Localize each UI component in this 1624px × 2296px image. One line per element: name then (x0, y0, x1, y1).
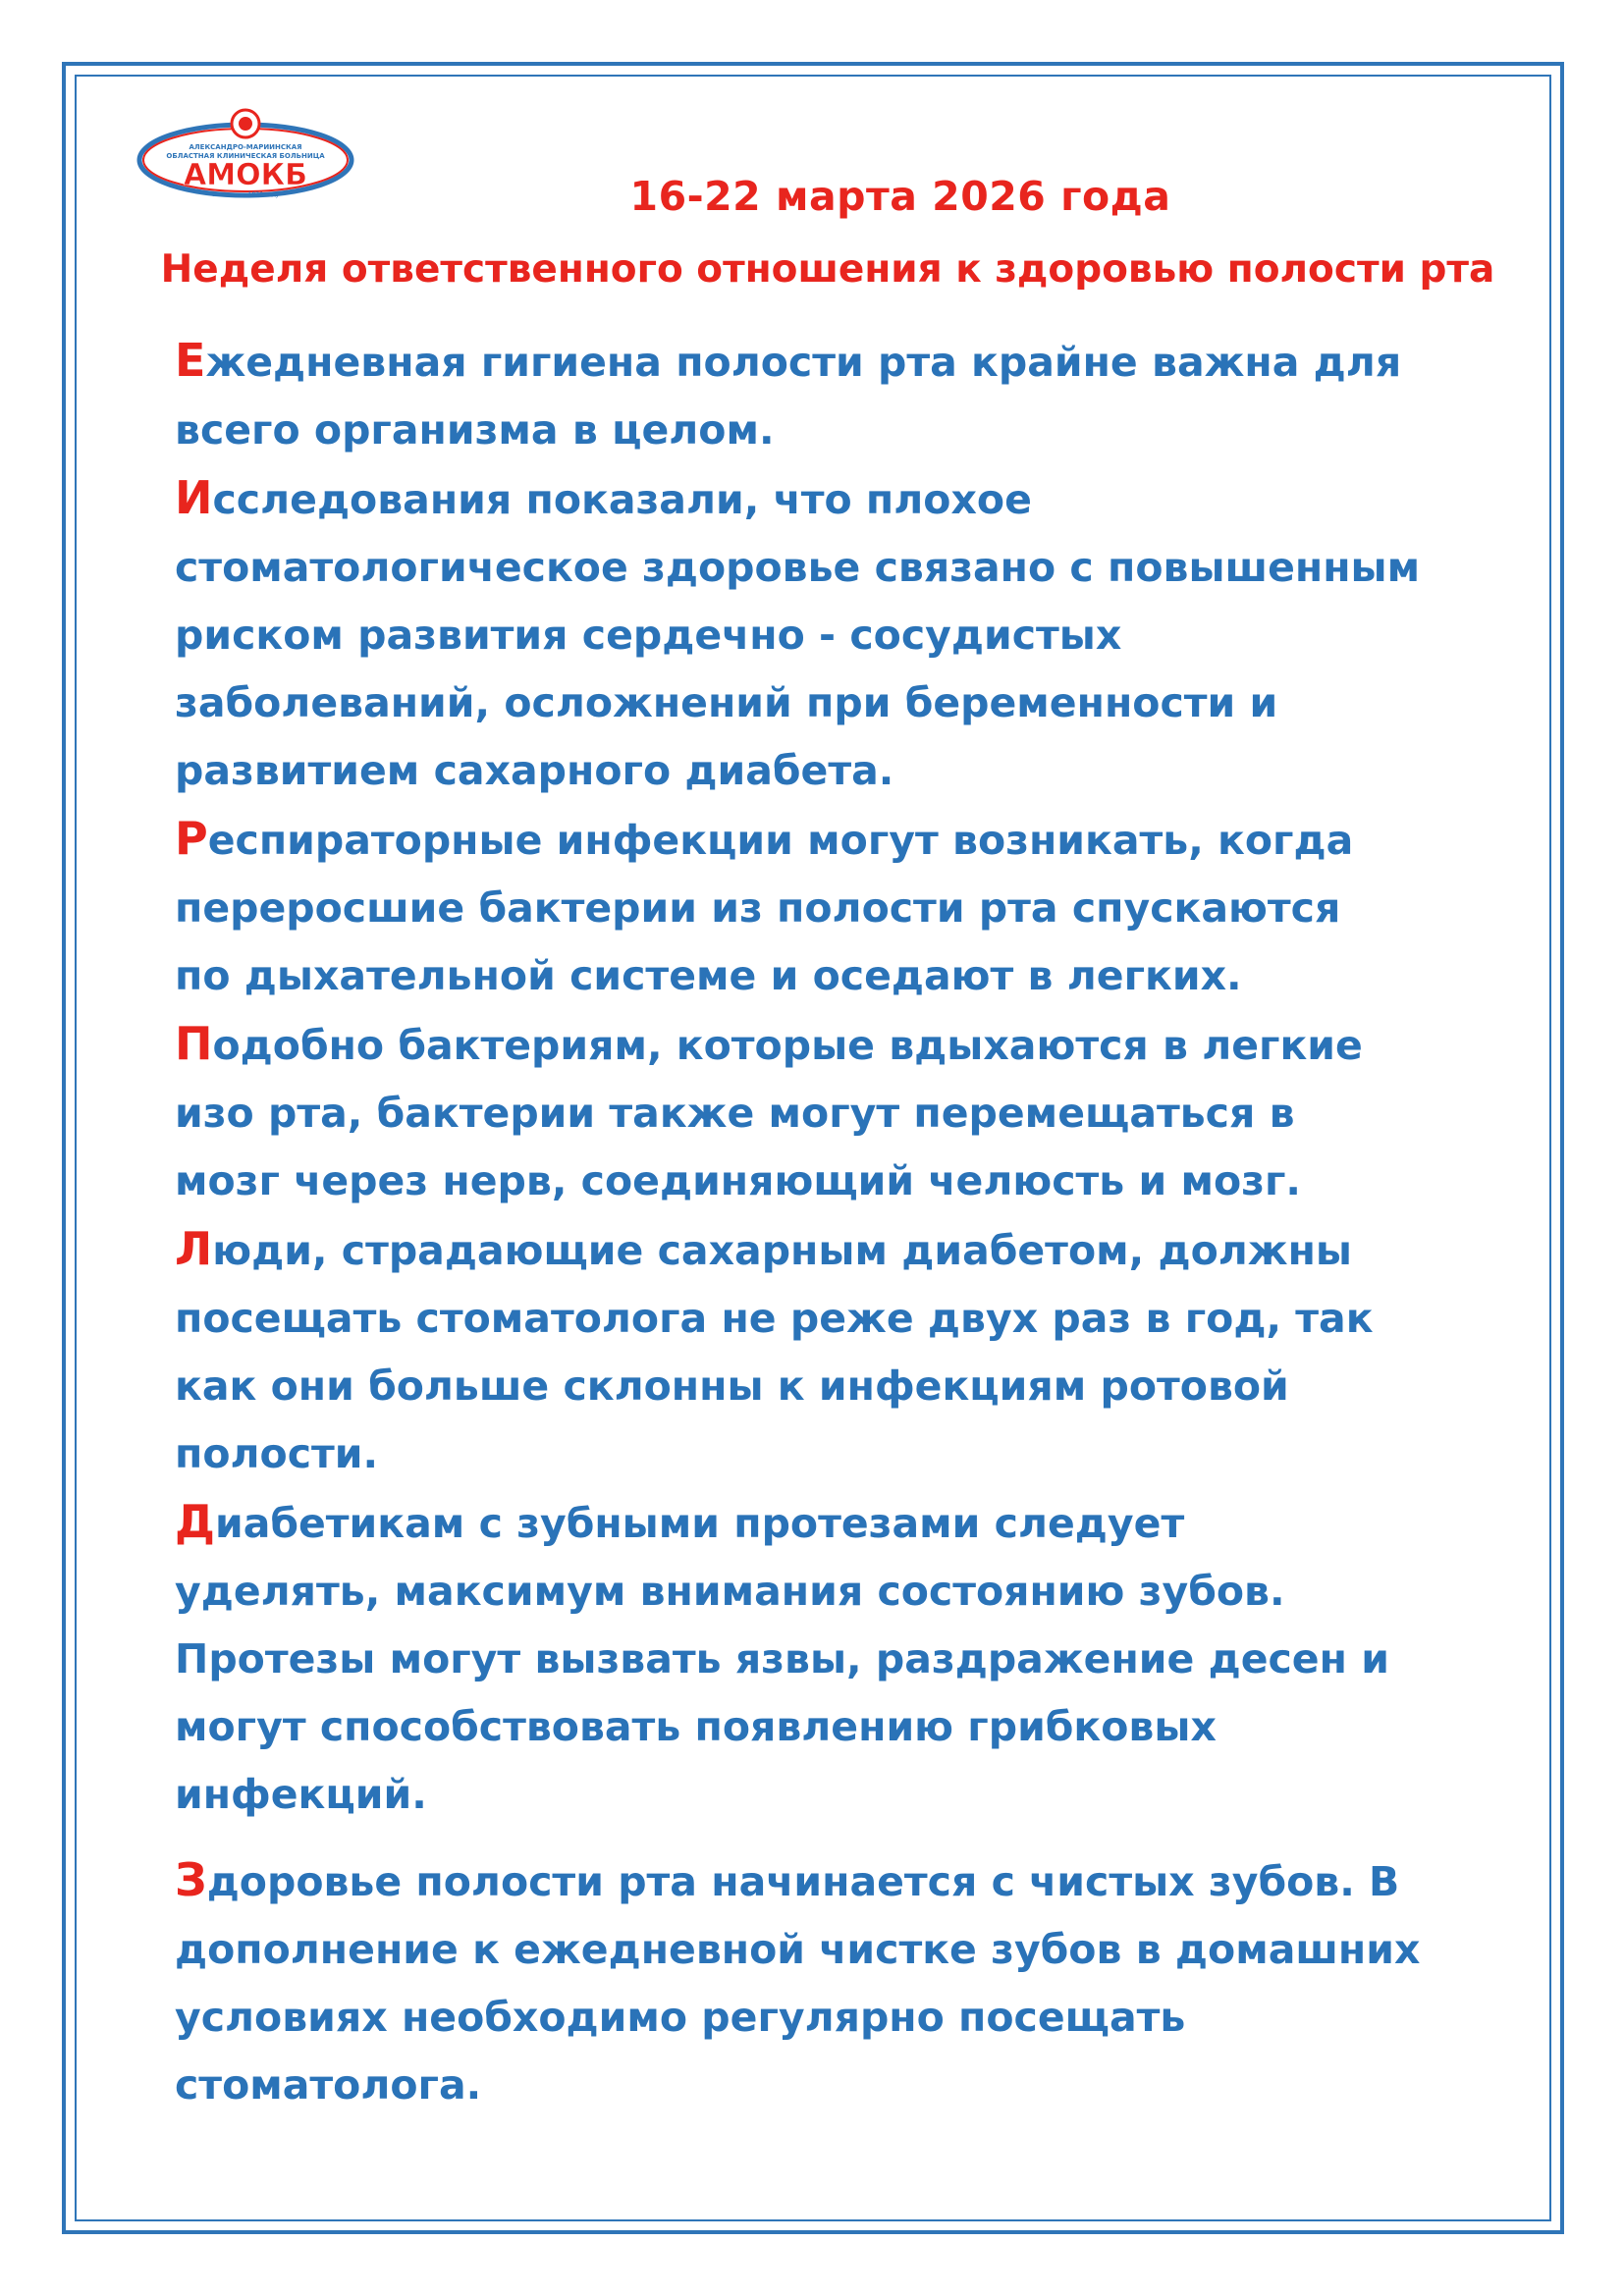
event-date: 16-22 марта 2026 года (629, 173, 1171, 220)
logo-abbr: АМОКБ (184, 158, 307, 192)
paragraph-line (175, 1693, 1461, 1761)
paragraph-line (175, 1010, 1461, 1080)
line-text: риском развития сердечно - сосудистых (175, 612, 1122, 659)
line-text: изо рта, бактерии также могут перемещаться в (175, 1090, 1295, 1137)
paragraph-line (175, 1761, 1461, 1829)
paragraph-line (175, 1488, 1461, 1558)
paragraph-line (175, 1215, 1461, 1285)
line-text: еспираторные инфекции могут возникать, когда (207, 817, 1354, 864)
paragraph-line (175, 1420, 1461, 1488)
line-text: полости. (175, 1430, 379, 1477)
line-text: развитием сахарного диабета. (175, 747, 894, 794)
line-text: могут способствовать появлению грибковых (175, 1703, 1217, 1750)
line-text: дополнение к ежедневной чистке зубов в домашних (175, 1926, 1421, 1973)
paragraph (175, 327, 1461, 464)
line-text: заболеваний, осложнений при беременности и (175, 679, 1278, 726)
logo-line1: АЛЕКСАНДРО-МАРИИНСКАЯ (189, 143, 302, 151)
paragraph-line (175, 875, 1461, 942)
paragraph-line (175, 805, 1461, 875)
line-text: стоматолога. (175, 2061, 482, 2109)
paragraph-line (175, 397, 1461, 464)
paragraph-line (175, 1916, 1461, 1984)
line-text: жедневная гигиена полости рта крайне важна для (205, 339, 1402, 386)
paragraph-line (175, 1626, 1461, 1693)
paragraph (175, 805, 1461, 1010)
line-text: одобно бактериям, которые вдыхаются в легкие (212, 1022, 1363, 1069)
line-text: сследования показали, что плохое (212, 476, 1032, 523)
paragraph (175, 1846, 1461, 2119)
paragraph-line (175, 737, 1461, 805)
event-title: Неделя ответственного отношения к здоровью полости рта (160, 247, 1495, 292)
initial-letter: Л (175, 1222, 213, 1275)
line-text: доровье полости рта начинается с чистых зубов. В (206, 1858, 1400, 1905)
paragraph (175, 1010, 1461, 1215)
line-text: условиях необходимо регулярно посещать (175, 1994, 1186, 2041)
paragraph-line (175, 534, 1461, 602)
initial-letter: П (175, 1017, 213, 1070)
paragraph-line (175, 327, 1461, 397)
paragraph-line (175, 1353, 1461, 1420)
paragraph-line (175, 602, 1461, 669)
line-text: Протезы могут вызвать язвы, раздражение десен и (175, 1635, 1389, 1682)
paragraph-line (175, 1984, 1461, 2052)
line-text: юди, страдающие сахарным диабетом, должны (212, 1227, 1352, 1274)
paragraph (175, 1488, 1461, 1829)
paragraph-line (175, 942, 1461, 1010)
initial-letter: И (175, 471, 213, 524)
line-text: мозг через нерв, соединяющий челюсть и мозг. (175, 1157, 1301, 1204)
line-text: уделять, максимум внимания состоянию зубов. (175, 1568, 1285, 1615)
paragraph-line (175, 1846, 1461, 1916)
line-text: инфекций. (175, 1771, 427, 1818)
initial-letter: Д (175, 1495, 215, 1548)
logo-line2: ОБЛАСТНАЯ КЛИНИЧЕСКАЯ БОЛЬНИЦА (166, 152, 325, 160)
paragraph (175, 464, 1461, 805)
paragraph-line (175, 1080, 1461, 1148)
paragraph-line (175, 1558, 1461, 1626)
paragraph (175, 1215, 1461, 1488)
paragraph-line (175, 669, 1461, 737)
initial-letter: Р (175, 812, 208, 865)
logo-founded: основана в 1876 году (211, 191, 280, 198)
paragraph-line (175, 464, 1461, 534)
paragraph-line (175, 1148, 1461, 1215)
paragraph-line (175, 2052, 1461, 2119)
line-text: стоматологическое здоровье связано с повышенным (175, 544, 1421, 591)
line-text: переросшие бактерии из полости рта спускаются (175, 884, 1341, 932)
initial-letter: З (175, 1853, 207, 1906)
article-body (175, 327, 1461, 2119)
line-text: посещать стоматолога не реже двух раз в год, так (175, 1295, 1374, 1342)
line-text: всего организма в целом. (175, 406, 775, 454)
line-text: иабетикам с зубными протезами следует (214, 1500, 1185, 1547)
line-text: как они больше склонны к инфекциям ротовой (175, 1362, 1289, 1410)
paragraph-line (175, 1285, 1461, 1353)
line-text: по дыхательной системе и оседают в легких. (175, 952, 1242, 999)
initial-letter: Е (175, 334, 206, 387)
